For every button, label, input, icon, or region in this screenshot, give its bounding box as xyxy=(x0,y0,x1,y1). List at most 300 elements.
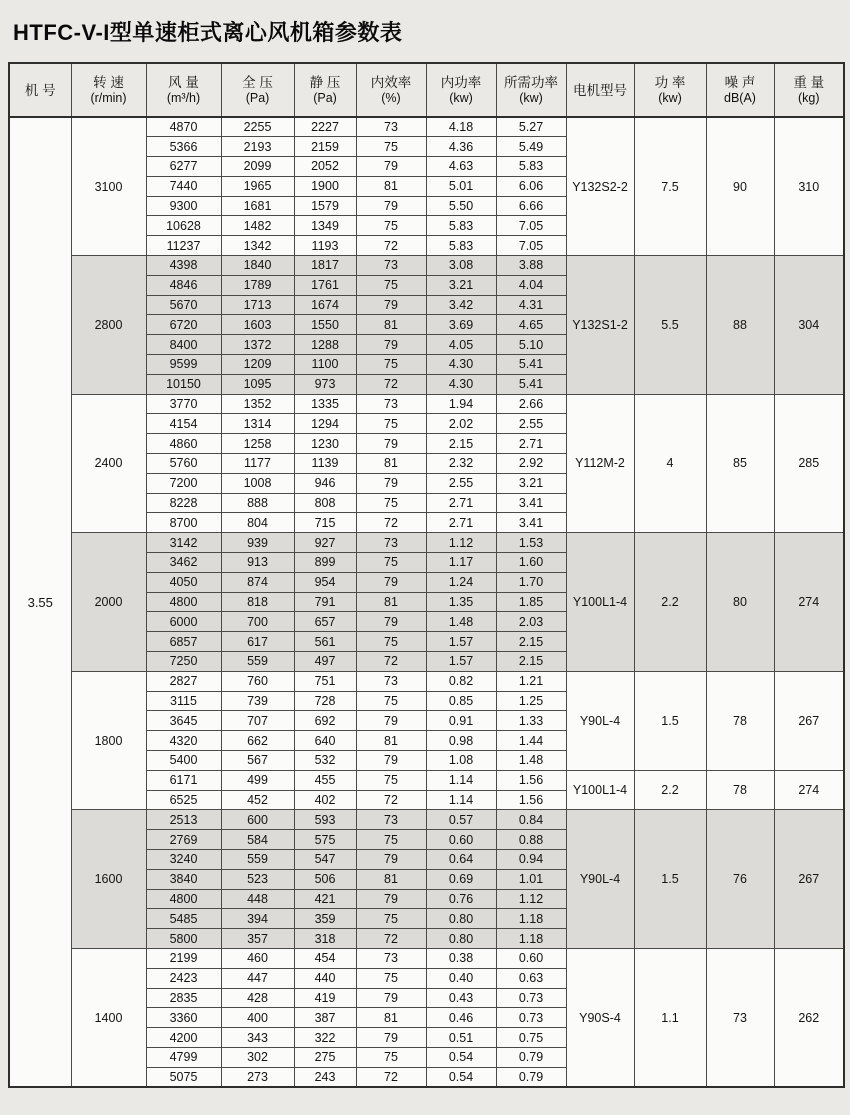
total-pressure-cell: 452 xyxy=(221,790,294,810)
air-volume-cell: 4800 xyxy=(146,889,221,909)
internal-power-cell: 1.57 xyxy=(426,632,496,652)
air-volume-cell: 7440 xyxy=(146,176,221,196)
required-power-cell: 7.05 xyxy=(496,236,566,256)
internal-efficiency-cell: 73 xyxy=(356,671,426,691)
motor-model-cell: Y132S2-2 xyxy=(566,117,634,256)
required-power-cell: 1.56 xyxy=(496,790,566,810)
required-power-cell: 2.66 xyxy=(496,394,566,414)
static-pressure-cell: 387 xyxy=(294,1008,356,1028)
total-pressure-cell: 1177 xyxy=(221,454,294,474)
internal-efficiency-cell: 73 xyxy=(356,948,426,968)
speed-cell: 2800 xyxy=(71,256,146,395)
internal-efficiency-cell: 73 xyxy=(356,533,426,553)
static-pressure-cell: 2227 xyxy=(294,117,356,137)
total-pressure-cell: 448 xyxy=(221,889,294,909)
internal-power-cell: 4.36 xyxy=(426,137,496,157)
internal-power-cell: 0.51 xyxy=(426,1028,496,1048)
total-pressure-cell: 559 xyxy=(221,849,294,869)
static-pressure-cell: 808 xyxy=(294,493,356,513)
required-power-cell: 0.88 xyxy=(496,830,566,850)
air-volume-cell: 7200 xyxy=(146,473,221,493)
column-unit: (Pa) xyxy=(313,91,337,105)
internal-efficiency-cell: 79 xyxy=(356,196,426,216)
static-pressure-cell: 547 xyxy=(294,849,356,869)
total-pressure-cell: 460 xyxy=(221,948,294,968)
required-power-cell: 1.18 xyxy=(496,909,566,929)
noise-cell: 73 xyxy=(706,948,774,1087)
motor-power-cell: 1.1 xyxy=(634,948,706,1087)
internal-power-cell: 1.12 xyxy=(426,533,496,553)
column-header-noise xyxy=(706,63,774,117)
internal-power-cell: 3.42 xyxy=(426,295,496,315)
total-pressure-cell: 1840 xyxy=(221,256,294,276)
column-header-required-power xyxy=(496,63,566,117)
internal-power-cell: 0.54 xyxy=(426,1067,496,1087)
static-pressure-cell: 318 xyxy=(294,929,356,949)
internal-efficiency-cell: 73 xyxy=(356,394,426,414)
weight-cell: 274 xyxy=(774,533,844,672)
static-pressure-cell: 1761 xyxy=(294,275,356,295)
internal-power-cell: 0.69 xyxy=(426,869,496,889)
air-volume-cell: 6857 xyxy=(146,632,221,652)
motor-model-cell: Y90L-4 xyxy=(566,810,634,949)
noise-cell: 78 xyxy=(706,770,774,810)
internal-power-cell: 4.63 xyxy=(426,157,496,177)
column-header-air-volume xyxy=(146,63,221,117)
static-pressure-cell: 243 xyxy=(294,1067,356,1087)
internal-power-cell: 3.08 xyxy=(426,256,496,276)
air-volume-cell: 8400 xyxy=(146,335,221,355)
static-pressure-cell: 1335 xyxy=(294,394,356,414)
air-volume-cell: 5760 xyxy=(146,454,221,474)
required-power-cell: 0.73 xyxy=(496,988,566,1008)
motor-power-cell: 2.2 xyxy=(634,533,706,672)
weight-cell: 274 xyxy=(774,770,844,810)
column-label: 全 压 xyxy=(242,75,273,90)
total-pressure-cell: 1482 xyxy=(221,216,294,236)
total-pressure-cell: 523 xyxy=(221,869,294,889)
column-unit: (kw) xyxy=(519,91,543,105)
internal-power-cell: 0.57 xyxy=(426,810,496,830)
required-power-cell: 1.44 xyxy=(496,731,566,751)
required-power-cell: 1.60 xyxy=(496,553,566,573)
required-power-cell: 2.03 xyxy=(496,612,566,632)
required-power-cell: 5.10 xyxy=(496,335,566,355)
air-volume-cell: 4860 xyxy=(146,434,221,454)
air-volume-cell: 6525 xyxy=(146,790,221,810)
weight-cell: 304 xyxy=(774,256,844,395)
static-pressure-cell: 402 xyxy=(294,790,356,810)
air-volume-cell: 3462 xyxy=(146,553,221,573)
required-power-cell: 1.85 xyxy=(496,592,566,612)
internal-power-cell: 4.30 xyxy=(426,374,496,394)
internal-efficiency-cell: 79 xyxy=(356,572,426,592)
required-power-cell: 6.06 xyxy=(496,176,566,196)
internal-efficiency-cell: 72 xyxy=(356,929,426,949)
column-label: 所需功率 xyxy=(504,75,558,90)
internal-efficiency-cell: 81 xyxy=(356,176,426,196)
internal-efficiency-cell: 81 xyxy=(356,592,426,612)
internal-efficiency-cell: 72 xyxy=(356,652,426,672)
air-volume-cell: 3115 xyxy=(146,691,221,711)
internal-efficiency-cell: 75 xyxy=(356,275,426,295)
required-power-cell: 1.56 xyxy=(496,770,566,790)
internal-power-cell: 3.21 xyxy=(426,275,496,295)
noise-cell: 76 xyxy=(706,810,774,949)
internal-efficiency-cell: 72 xyxy=(356,374,426,394)
air-volume-cell: 5670 xyxy=(146,295,221,315)
table-row xyxy=(9,394,844,414)
total-pressure-cell: 913 xyxy=(221,553,294,573)
total-pressure-cell: 939 xyxy=(221,533,294,553)
static-pressure-cell: 2052 xyxy=(294,157,356,177)
total-pressure-cell: 1681 xyxy=(221,196,294,216)
weight-cell: 262 xyxy=(774,948,844,1087)
required-power-cell: 3.41 xyxy=(496,513,566,533)
required-power-cell: 1.70 xyxy=(496,572,566,592)
static-pressure-cell: 419 xyxy=(294,988,356,1008)
total-pressure-cell: 1342 xyxy=(221,236,294,256)
internal-efficiency-cell: 79 xyxy=(356,295,426,315)
total-pressure-cell: 559 xyxy=(221,652,294,672)
motor-model-cell: Y132S1-2 xyxy=(566,256,634,395)
air-volume-cell: 2827 xyxy=(146,671,221,691)
internal-power-cell: 2.32 xyxy=(426,454,496,474)
table-row xyxy=(9,117,844,137)
internal-efficiency-cell: 75 xyxy=(356,553,426,573)
air-volume-cell: 4200 xyxy=(146,1028,221,1048)
static-pressure-cell: 532 xyxy=(294,751,356,771)
required-power-cell: 0.63 xyxy=(496,968,566,988)
internal-efficiency-cell: 75 xyxy=(356,770,426,790)
internal-power-cell: 0.80 xyxy=(426,909,496,929)
air-volume-cell: 11237 xyxy=(146,236,221,256)
column-label: 重 量 xyxy=(793,75,825,90)
total-pressure-cell: 1372 xyxy=(221,335,294,355)
column-unit: dB(A) xyxy=(724,91,756,105)
static-pressure-cell: 640 xyxy=(294,731,356,751)
column-header-motor-model xyxy=(566,63,634,117)
column-header-weight xyxy=(774,63,844,117)
table-row xyxy=(9,533,844,553)
static-pressure-cell: 927 xyxy=(294,533,356,553)
motor-power-cell: 7.5 xyxy=(634,117,706,256)
air-volume-cell: 4050 xyxy=(146,572,221,592)
header-row xyxy=(9,63,844,117)
internal-efficiency-cell: 79 xyxy=(356,751,426,771)
internal-power-cell: 0.64 xyxy=(426,849,496,869)
air-volume-cell: 3240 xyxy=(146,849,221,869)
total-pressure-cell: 1095 xyxy=(221,374,294,394)
air-volume-cell: 4846 xyxy=(146,275,221,295)
required-power-cell: 1.21 xyxy=(496,671,566,691)
required-power-cell: 1.12 xyxy=(496,889,566,909)
static-pressure-cell: 421 xyxy=(294,889,356,909)
weight-cell: 285 xyxy=(774,394,844,533)
internal-efficiency-cell: 72 xyxy=(356,790,426,810)
required-power-cell: 7.05 xyxy=(496,216,566,236)
internal-power-cell: 0.91 xyxy=(426,711,496,731)
air-volume-cell: 2423 xyxy=(146,968,221,988)
total-pressure-cell: 1258 xyxy=(221,434,294,454)
internal-efficiency-cell: 75 xyxy=(356,414,426,434)
internal-power-cell: 1.14 xyxy=(426,790,496,810)
internal-power-cell: 1.14 xyxy=(426,770,496,790)
internal-efficiency-cell: 75 xyxy=(356,493,426,513)
internal-efficiency-cell: 79 xyxy=(356,711,426,731)
static-pressure-cell: 497 xyxy=(294,652,356,672)
motor-power-cell: 4 xyxy=(634,394,706,533)
total-pressure-cell: 617 xyxy=(221,632,294,652)
air-volume-cell: 10628 xyxy=(146,216,221,236)
column-unit: (%) xyxy=(381,91,401,105)
table-row xyxy=(9,671,844,691)
internal-power-cell: 3.69 xyxy=(426,315,496,335)
internal-power-cell: 1.24 xyxy=(426,572,496,592)
internal-power-cell: 0.98 xyxy=(426,731,496,751)
speed-cell: 1800 xyxy=(71,671,146,810)
static-pressure-cell: 728 xyxy=(294,691,356,711)
air-volume-cell: 10150 xyxy=(146,374,221,394)
air-volume-cell: 5075 xyxy=(146,1067,221,1087)
static-pressure-cell: 1288 xyxy=(294,335,356,355)
required-power-cell: 2.71 xyxy=(496,434,566,454)
static-pressure-cell: 715 xyxy=(294,513,356,533)
required-power-cell: 3.21 xyxy=(496,473,566,493)
air-volume-cell: 6277 xyxy=(146,157,221,177)
air-volume-cell: 6171 xyxy=(146,770,221,790)
internal-efficiency-cell: 75 xyxy=(356,968,426,988)
total-pressure-cell: 2099 xyxy=(221,157,294,177)
total-pressure-cell: 567 xyxy=(221,751,294,771)
column-header-machine-no xyxy=(9,63,71,117)
air-volume-cell: 6720 xyxy=(146,315,221,335)
static-pressure-cell: 1900 xyxy=(294,176,356,196)
column-header-speed xyxy=(71,63,146,117)
static-pressure-cell: 275 xyxy=(294,1047,356,1067)
internal-power-cell: 1.57 xyxy=(426,652,496,672)
internal-power-cell: 5.83 xyxy=(426,236,496,256)
air-volume-cell: 2513 xyxy=(146,810,221,830)
air-volume-cell: 4320 xyxy=(146,731,221,751)
internal-power-cell: 0.85 xyxy=(426,691,496,711)
internal-efficiency-cell: 75 xyxy=(356,909,426,929)
air-volume-cell: 7250 xyxy=(146,652,221,672)
internal-power-cell: 4.05 xyxy=(426,335,496,355)
internal-power-cell: 2.71 xyxy=(426,513,496,533)
internal-power-cell: 0.43 xyxy=(426,988,496,1008)
total-pressure-cell: 357 xyxy=(221,929,294,949)
total-pressure-cell: 447 xyxy=(221,968,294,988)
static-pressure-cell: 692 xyxy=(294,711,356,731)
air-volume-cell: 6000 xyxy=(146,612,221,632)
static-pressure-cell: 657 xyxy=(294,612,356,632)
speed-cell: 3100 xyxy=(71,117,146,256)
internal-efficiency-cell: 75 xyxy=(356,137,426,157)
internal-efficiency-cell: 81 xyxy=(356,869,426,889)
internal-power-cell: 1.08 xyxy=(426,751,496,771)
internal-power-cell: 5.50 xyxy=(426,196,496,216)
column-header-static-pressure xyxy=(294,63,356,117)
static-pressure-cell: 1817 xyxy=(294,256,356,276)
column-label: 风 量 xyxy=(168,75,199,90)
air-volume-cell: 5485 xyxy=(146,909,221,929)
air-volume-cell: 4799 xyxy=(146,1047,221,1067)
static-pressure-cell: 1193 xyxy=(294,236,356,256)
motor-power-cell: 2.2 xyxy=(634,770,706,810)
motor-power-cell: 5.5 xyxy=(634,256,706,395)
noise-cell: 90 xyxy=(706,117,774,256)
air-volume-cell: 5366 xyxy=(146,137,221,157)
table-body xyxy=(9,117,844,1087)
total-pressure-cell: 1008 xyxy=(221,473,294,493)
noise-cell: 80 xyxy=(706,533,774,672)
table-row xyxy=(9,256,844,276)
required-power-cell: 3.41 xyxy=(496,493,566,513)
internal-power-cell: 5.01 xyxy=(426,176,496,196)
static-pressure-cell: 791 xyxy=(294,592,356,612)
static-pressure-cell: 751 xyxy=(294,671,356,691)
static-pressure-cell: 455 xyxy=(294,770,356,790)
required-power-cell: 2.55 xyxy=(496,414,566,434)
static-pressure-cell: 506 xyxy=(294,869,356,889)
weight-cell: 267 xyxy=(774,810,844,949)
column-unit: (kw) xyxy=(449,91,473,105)
static-pressure-cell: 946 xyxy=(294,473,356,493)
internal-efficiency-cell: 75 xyxy=(356,632,426,652)
static-pressure-cell: 1579 xyxy=(294,196,356,216)
static-pressure-cell: 1550 xyxy=(294,315,356,335)
required-power-cell: 1.01 xyxy=(496,869,566,889)
air-volume-cell: 3360 xyxy=(146,1008,221,1028)
total-pressure-cell: 700 xyxy=(221,612,294,632)
total-pressure-cell: 2193 xyxy=(221,137,294,157)
column-header-internal-power xyxy=(426,63,496,117)
column-label: 内效率 xyxy=(370,75,412,90)
machine-number-cell: 3.55 xyxy=(9,117,71,1087)
internal-efficiency-cell: 79 xyxy=(356,434,426,454)
internal-efficiency-cell: 72 xyxy=(356,236,426,256)
total-pressure-cell: 1352 xyxy=(221,394,294,414)
internal-efficiency-cell: 79 xyxy=(356,1028,426,1048)
air-volume-cell: 9300 xyxy=(146,196,221,216)
internal-power-cell: 0.40 xyxy=(426,968,496,988)
required-power-cell: 2.15 xyxy=(496,652,566,672)
internal-efficiency-cell: 79 xyxy=(356,612,426,632)
required-power-cell: 2.92 xyxy=(496,454,566,474)
total-pressure-cell: 874 xyxy=(221,572,294,592)
internal-power-cell: 2.71 xyxy=(426,493,496,513)
internal-power-cell: 4.18 xyxy=(426,117,496,137)
air-volume-cell: 2199 xyxy=(146,948,221,968)
noise-cell: 85 xyxy=(706,394,774,533)
column-label: 功 率 xyxy=(654,75,686,90)
total-pressure-cell: 273 xyxy=(221,1067,294,1087)
internal-power-cell: 0.54 xyxy=(426,1047,496,1067)
air-volume-cell: 2769 xyxy=(146,830,221,850)
internal-power-cell: 0.82 xyxy=(426,671,496,691)
static-pressure-cell: 1349 xyxy=(294,216,356,236)
total-pressure-cell: 302 xyxy=(221,1047,294,1067)
internal-power-cell: 0.46 xyxy=(426,1008,496,1028)
table-row xyxy=(9,810,844,830)
required-power-cell: 1.18 xyxy=(496,929,566,949)
internal-efficiency-cell: 79 xyxy=(356,335,426,355)
static-pressure-cell: 1100 xyxy=(294,355,356,375)
noise-cell: 78 xyxy=(706,671,774,770)
motor-model-cell: Y100L1-4 xyxy=(566,533,634,672)
internal-efficiency-cell: 73 xyxy=(356,256,426,276)
total-pressure-cell: 1314 xyxy=(221,414,294,434)
table-row xyxy=(9,948,844,968)
total-pressure-cell: 2255 xyxy=(221,117,294,137)
internal-power-cell: 0.80 xyxy=(426,929,496,949)
static-pressure-cell: 1294 xyxy=(294,414,356,434)
total-pressure-cell: 888 xyxy=(221,493,294,513)
column-label: 噪 声 xyxy=(724,75,756,90)
internal-efficiency-cell: 79 xyxy=(356,473,426,493)
required-power-cell: 5.83 xyxy=(496,157,566,177)
air-volume-cell: 5400 xyxy=(146,751,221,771)
static-pressure-cell: 440 xyxy=(294,968,356,988)
static-pressure-cell: 899 xyxy=(294,553,356,573)
total-pressure-cell: 760 xyxy=(221,671,294,691)
static-pressure-cell: 2159 xyxy=(294,137,356,157)
column-header-power xyxy=(634,63,706,117)
column-unit: (kw) xyxy=(658,91,682,105)
required-power-cell: 5.49 xyxy=(496,137,566,157)
air-volume-cell: 4398 xyxy=(146,256,221,276)
air-volume-cell: 3645 xyxy=(146,711,221,731)
internal-efficiency-cell: 79 xyxy=(356,889,426,909)
required-power-cell: 5.41 xyxy=(496,355,566,375)
required-power-cell: 6.66 xyxy=(496,196,566,216)
internal-power-cell: 4.30 xyxy=(426,355,496,375)
column-label: 静 压 xyxy=(309,75,341,90)
speed-cell: 1400 xyxy=(71,948,146,1087)
column-label: 电机型号 xyxy=(573,82,627,98)
table-header xyxy=(9,63,844,117)
internal-efficiency-cell: 79 xyxy=(356,849,426,869)
air-volume-cell: 8228 xyxy=(146,493,221,513)
air-volume-cell: 5800 xyxy=(146,929,221,949)
internal-efficiency-cell: 73 xyxy=(356,810,426,830)
air-volume-cell: 4800 xyxy=(146,592,221,612)
internal-power-cell: 1.48 xyxy=(426,612,496,632)
motor-model-cell: Y100L1-4 xyxy=(566,770,634,810)
required-power-cell: 0.79 xyxy=(496,1067,566,1087)
internal-efficiency-cell: 75 xyxy=(356,830,426,850)
internal-efficiency-cell: 75 xyxy=(356,1047,426,1067)
internal-power-cell: 1.35 xyxy=(426,592,496,612)
column-label: 机 号 xyxy=(24,82,56,98)
internal-efficiency-cell: 81 xyxy=(356,315,426,335)
required-power-cell: 3.88 xyxy=(496,256,566,276)
static-pressure-cell: 954 xyxy=(294,572,356,592)
speed-cell: 2400 xyxy=(71,394,146,533)
speed-cell: 2000 xyxy=(71,533,146,672)
static-pressure-cell: 575 xyxy=(294,830,356,850)
internal-efficiency-cell: 79 xyxy=(356,157,426,177)
internal-efficiency-cell: 72 xyxy=(356,513,426,533)
static-pressure-cell: 561 xyxy=(294,632,356,652)
internal-efficiency-cell: 79 xyxy=(356,988,426,1008)
total-pressure-cell: 394 xyxy=(221,909,294,929)
total-pressure-cell: 739 xyxy=(221,691,294,711)
internal-power-cell: 0.76 xyxy=(426,889,496,909)
weight-cell: 267 xyxy=(774,671,844,770)
air-volume-cell: 8700 xyxy=(146,513,221,533)
